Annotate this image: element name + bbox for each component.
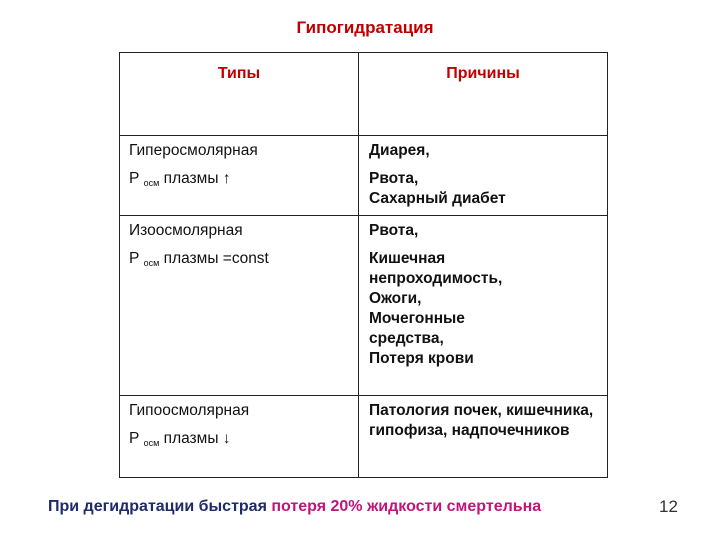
type-name: Гипоосмолярная (129, 402, 250, 419)
column-header-causes: Причины (359, 53, 608, 136)
cause-item: Патология почек, кишечника, гипофиза, надпочечников (369, 402, 594, 439)
pressure-subscript: осм (143, 258, 160, 268)
table-header-row (120, 53, 608, 136)
causes-cell (359, 216, 608, 396)
slide-title: Гипогидратация (296, 18, 434, 37)
footer-prefix: При дегидратации быстрая (48, 498, 272, 515)
cause-item: Кишечная непроходимость, (369, 250, 503, 287)
page-number: 12 (659, 497, 678, 516)
type-cell (120, 216, 359, 396)
cause-item: Ожоги, (369, 290, 422, 307)
cause-item: Мочегонные средства, (369, 310, 465, 347)
type-name: Изоосмолярная (129, 222, 243, 239)
pressure-subscript: осм (143, 178, 160, 188)
osmotic-pressure (129, 169, 352, 193)
causes-cell (359, 396, 608, 478)
column-header-types: Типы (120, 53, 359, 136)
table-row (120, 396, 608, 478)
cause-item: Диарея, (369, 142, 430, 159)
causes-cell (359, 136, 608, 216)
osmotic-pressure (129, 429, 352, 453)
footer-highlight: потеря 20% жидкости смертельна (271, 498, 542, 515)
table-row (120, 136, 608, 216)
type-cell (120, 396, 359, 478)
pressure-symbol: Р (129, 250, 140, 267)
cause-item: Рвота, (369, 170, 419, 187)
pressure-symbol: Р (129, 170, 140, 187)
cause-item: Потеря крови (369, 350, 474, 367)
pressure-change: плазмы ↑ (163, 170, 231, 187)
table-row (120, 216, 608, 396)
pressure-change: плазмы =const (163, 250, 269, 267)
hypohydration-table (119, 52, 608, 478)
pressure-change: плазмы ↓ (163, 430, 231, 447)
osmotic-pressure (129, 249, 352, 273)
footer-note (48, 498, 541, 516)
pressure-subscript: осм (143, 438, 160, 448)
cause-item: Рвота, (369, 222, 419, 239)
type-cell (120, 136, 359, 216)
type-name: Гиперосмолярная (129, 142, 258, 159)
pressure-symbol: Р (129, 430, 140, 447)
cause-item: Сахарный диабет (369, 190, 506, 207)
